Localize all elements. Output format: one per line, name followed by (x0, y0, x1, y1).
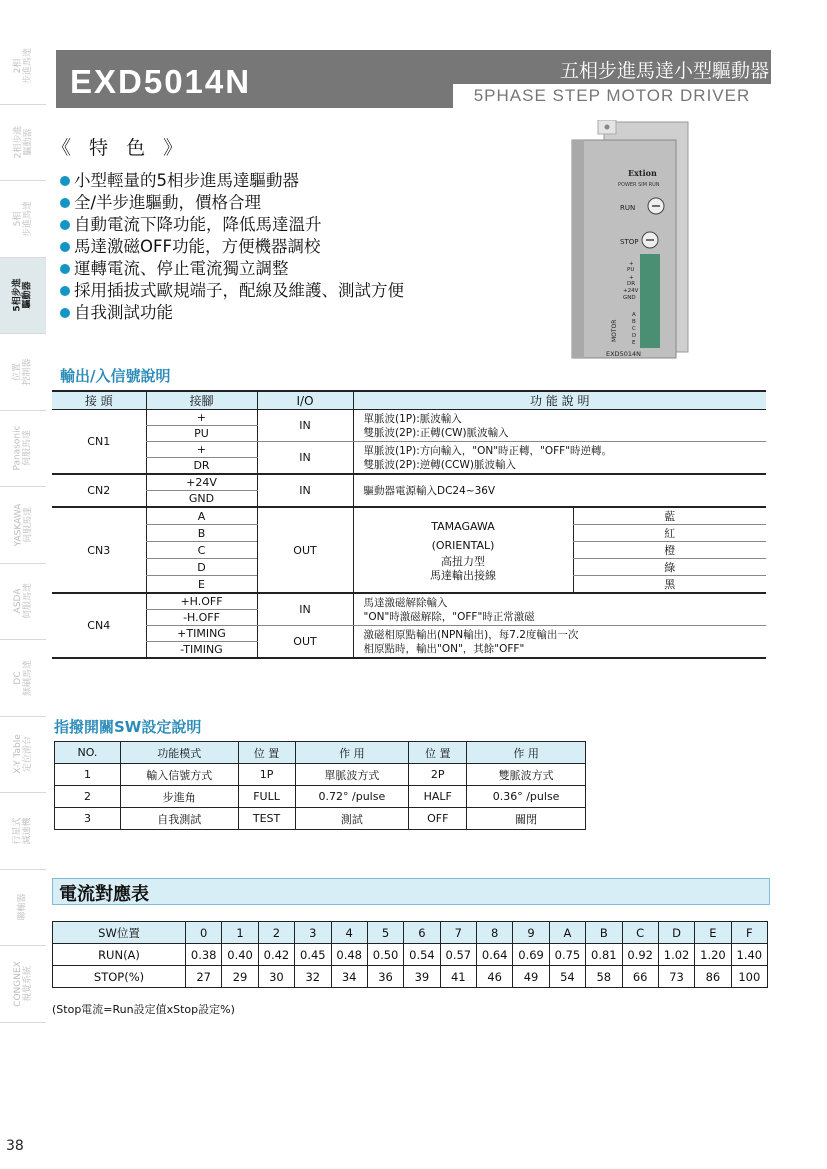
driver-product-image (568, 120, 692, 360)
feature-item: 全/半步進驅動，價格合理 (60, 192, 404, 214)
svg-text:MOTOR: MOTOR (611, 319, 618, 342)
sidebar-tab[interactable] (0, 793, 46, 870)
bullet-icon (60, 286, 70, 296)
sidebar-tab-label: 2相 步進馬達 (12, 47, 33, 84)
feature-item: 自我測試功能 (60, 302, 404, 324)
sidebar-tab[interactable] (0, 564, 46, 641)
svg-text:+24V: +24V (623, 288, 639, 294)
product-stop-label: STOP (620, 238, 639, 246)
svg-text:DR: DR (627, 281, 636, 287)
svg-text:EXD5014N: EXD5014N (606, 350, 641, 358)
sidebar-tab[interactable] (0, 640, 46, 717)
svg-text:D: D (632, 333, 637, 339)
svg-text:C: C (632, 326, 636, 332)
svg-text:GND: GND (623, 295, 636, 301)
current-note: (Stop電流=Run設定值xStop設定%) (52, 1003, 235, 1016)
product-led-label: POWER SIM RUN (618, 182, 660, 188)
feature-item: 自動電流下降功能，降低馬達溫升 (60, 214, 404, 236)
connector-label: CN4 (52, 593, 146, 658)
page-header (56, 50, 771, 108)
category-sidebar (0, 28, 46, 1023)
sidebar-tab[interactable] (0, 870, 46, 947)
table-row: 1 輸入信號方式 1P 單脈波方式 2P 雙脈波方式 (55, 764, 586, 786)
sidebar-tab-label: YASKAWA 伺服馬達 (12, 503, 33, 547)
sidebar-tab-label: 5相步進 驅動器 (12, 278, 33, 312)
table-row: RUN(A) 0.38 0.40 0.42 0.45 0.48 0.50 0.54 0.57 0.64 0.69 0.75 0.81 0.92 1.02 1.20 1.40 (53, 944, 768, 966)
sidebar-tab-label: ASDA 伺服馬達 (12, 583, 33, 620)
sidebar-tab-label: CONGNEX 視覺系統 (12, 960, 33, 1007)
table-row: 2 步進角 FULL 0.72° /pulse HALF 0.36° /pulse (55, 786, 586, 808)
svg-text:B: B (632, 319, 636, 325)
sidebar-tab[interactable] (0, 181, 46, 258)
sidebar-tab[interactable] (0, 411, 46, 488)
title-zh: 五相步進馬達小型驅動器 (559, 60, 769, 82)
table-row: 3 自我測試 TEST 測試 OFF 關閉 (55, 808, 586, 830)
title-en: 5PHASE STEP MOTOR DRIVER (453, 84, 771, 108)
connector-label: CN1 (52, 410, 146, 475)
bullet-icon (60, 198, 70, 208)
current-table (52, 921, 768, 988)
model-title: EXD5014N (70, 63, 252, 100)
current-table-banner (52, 878, 770, 905)
product-brand: Extion (628, 168, 657, 178)
svg-text:PU: PU (627, 267, 635, 273)
page-number: 38 (6, 1138, 24, 1154)
sidebar-tab[interactable] (0, 717, 46, 794)
sidebar-tab-label: 行星式 減速機 (12, 817, 33, 845)
sidebar-tab[interactable] (0, 258, 46, 335)
connector-label: CN2 (52, 474, 146, 507)
svg-text:A: A (632, 312, 636, 318)
connector-label: CN3 (52, 507, 146, 593)
sidebar-tab[interactable] (0, 487, 46, 564)
sidebar-tab[interactable] (0, 105, 46, 182)
sidebar-tab-label: 5相 步進馬達 (12, 200, 33, 237)
table-row: STOP(%) 27 29 30 32 34 36 39 41 46 49 54 58 66 73 86 100 (53, 966, 768, 988)
sidebar-tab-label: 位置 控制器 (12, 358, 33, 386)
product-run-label: RUN (620, 204, 636, 212)
io-signal-table: 接 頭 接腳 I/O 功 能 說 明 CN1 + IN 單脈波(1P):脈波輸入 雙脈波(2P):正轉(CW)脈波輸入 PU + IN 單脈波(1P):方向輸入，"ON"時正轉，"OFF"時逆轉。 雙脈波(2P):逆轉(CCW)脈波輸入 DR CN2 +24V IN 驅動器電源輸入DC24~36V GND CN3 A OUT TAMAGAWA (ORIENTAL) 高扭力型 馬達輸出接線 藍 B 紅 C 橙 D 綠 E 黑 CN4 +H.OFF IN 馬達激磁解除輸入 "ON"時激磁解除，"OFF"時正常激磁 -H.OFF +TIMING OUT 激磁相原點輸出(NPN輸出)，每7.2度輸出一次 相原點時，輸出"ON"，其餘"OFF" -TIMING (52, 390, 766, 659)
bullet-icon (60, 264, 70, 274)
svg-text:E: E (632, 340, 636, 346)
feature-item: 採用插拔式歐規端子，配線及維護、測試方便 (60, 280, 404, 302)
current-table-title: 電流對應表 (59, 884, 149, 905)
sidebar-tab[interactable] (0, 334, 46, 411)
sidebar-tab[interactable] (0, 946, 46, 1023)
svg-text:+: + (629, 275, 634, 281)
feature-item: 小型輕量的5相步進馬達驅動器 (60, 170, 404, 192)
sidebar-tab-label: X-Y Table 定位滑台 (13, 734, 33, 775)
table-row: SW位置 0 1 2 3 4 5 6 7 8 9 A B C D E F (53, 922, 768, 944)
feature-item: 馬達激磁OFF功能，方便機器調校 (60, 236, 404, 258)
bullet-icon (60, 220, 70, 230)
bullet-icon (60, 176, 70, 186)
io-table-title: 輸出/入信號說明 (60, 367, 171, 385)
features-heading: 《 特 色 》 (52, 137, 189, 159)
sidebar-tab-label: 聯軸器 (17, 893, 28, 921)
svg-text:+: + (629, 261, 634, 267)
sidebar-tab-label: Panasonic 伺服馬達 (12, 425, 33, 471)
bullet-icon (60, 242, 70, 252)
sidebar-tab-label: 2相步進 驅動器 (12, 125, 33, 159)
bullet-icon (60, 308, 70, 318)
dip-switch-table: NO. 功能模式 位 置 作 用 位 置 作 用 1 輸入信號方式 1P 單脈波方式 2P 雙脈波方式 2 步進角 FULL 0.72° /pulse HALF 0.36° /pulse 3 自我測試 TEST 測試 OFF 關閉 (54, 741, 586, 830)
feature-item: 運轉電流、停止電流獨立調整 (60, 258, 404, 280)
sw-table-title: 指撥開關SW設定說明 (54, 718, 202, 736)
sidebar-tab[interactable] (0, 28, 46, 105)
sidebar-tab-label: DC 無刷馬達 (12, 659, 33, 696)
features-list (60, 170, 404, 324)
